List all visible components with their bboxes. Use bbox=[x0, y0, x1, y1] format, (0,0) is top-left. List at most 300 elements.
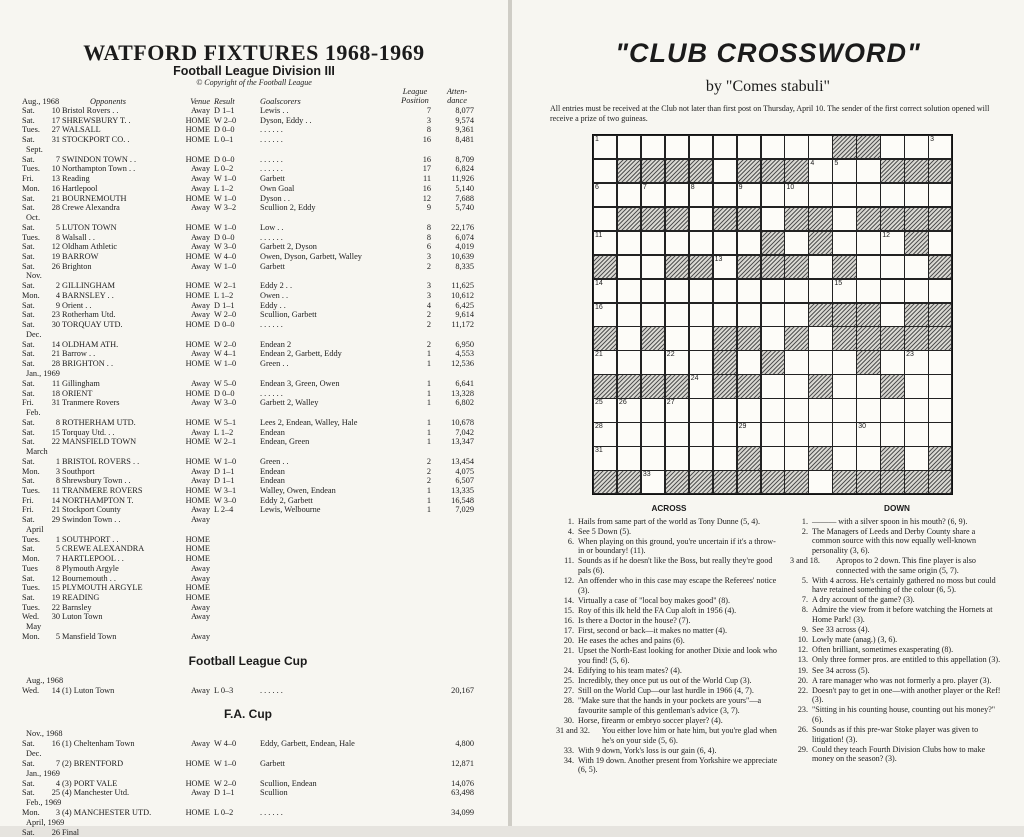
grid-cell[interactable] bbox=[593, 231, 617, 255]
grid-cell[interactable] bbox=[856, 374, 880, 398]
grid-cell[interactable] bbox=[928, 422, 952, 446]
fixture-attendance: 63,498 bbox=[451, 788, 474, 798]
grid-cell[interactable] bbox=[641, 183, 665, 207]
grid-cell[interactable] bbox=[593, 135, 617, 159]
fixture-attendance: 6,074 bbox=[455, 232, 474, 242]
fixture-opponent: STOCKPORT CO. . bbox=[62, 135, 130, 145]
grid-cell[interactable] bbox=[641, 255, 665, 279]
grid-cell[interactable] bbox=[832, 231, 856, 255]
grid-cell[interactable] bbox=[880, 303, 904, 327]
grid-cell[interactable] bbox=[761, 326, 785, 350]
fixture-venue: HOME bbox=[185, 583, 210, 593]
grid-cell[interactable] bbox=[641, 422, 665, 446]
fixture-venue: HOME bbox=[185, 534, 210, 544]
grid-block bbox=[737, 159, 761, 183]
clue-label: 30. bbox=[563, 715, 574, 725]
grid-cell[interactable] bbox=[689, 135, 713, 159]
fixture-goalscorers: Own Goal bbox=[260, 183, 295, 193]
fixture-row bbox=[22, 135, 474, 145]
fixture-attendance: 8,335 bbox=[455, 261, 474, 271]
grid-cell[interactable] bbox=[737, 303, 761, 327]
grid-cell[interactable] bbox=[928, 135, 952, 159]
fixture-row bbox=[22, 116, 474, 126]
clue-text: Virtually a case of "local boy makes good" (8). bbox=[578, 595, 730, 605]
league-fixtures bbox=[22, 106, 474, 642]
month-heading: Oct. bbox=[26, 212, 41, 222]
fixture-day: Tues. bbox=[22, 602, 40, 612]
grid-cell[interactable] bbox=[689, 398, 713, 422]
grid-cell[interactable] bbox=[904, 398, 928, 422]
month-heading: March bbox=[26, 446, 48, 456]
grid-cell[interactable] bbox=[808, 326, 832, 350]
grid-cell[interactable] bbox=[928, 374, 952, 398]
fixture-date: 16 bbox=[51, 739, 60, 749]
grid-cell[interactable] bbox=[808, 159, 832, 183]
grid-cell[interactable] bbox=[761, 446, 785, 470]
fixture-opponent: (2) BRENTFORD bbox=[62, 759, 124, 768]
clue-label: 14. bbox=[563, 595, 574, 605]
grid-cell[interactable] bbox=[761, 374, 785, 398]
grid-cell[interactable] bbox=[641, 279, 665, 303]
fixture-day: Sat. bbox=[22, 242, 35, 252]
fixture-goalscorers: . . . . . . bbox=[260, 232, 283, 242]
fixture-goalscorers: Owen . . bbox=[260, 291, 289, 300]
grid-cell[interactable] bbox=[856, 398, 880, 422]
fixture-position: 16 bbox=[422, 135, 431, 145]
fixture-date: 14 bbox=[51, 339, 60, 349]
clue-label: 1. bbox=[567, 516, 574, 526]
fixture-date: 11 bbox=[52, 378, 60, 388]
clue-label: 23. bbox=[797, 705, 808, 715]
grid-cell[interactable] bbox=[617, 231, 641, 255]
fixture-attendance: 6,824 bbox=[455, 164, 474, 174]
grid-cell[interactable] bbox=[689, 446, 713, 470]
fixture-attendance: 5,740 bbox=[455, 203, 474, 213]
grid-cell[interactable] bbox=[665, 326, 689, 350]
clue bbox=[556, 626, 782, 636]
grid-cell[interactable] bbox=[713, 255, 737, 279]
grid-cell[interactable] bbox=[689, 303, 713, 327]
grid-cell[interactable] bbox=[617, 398, 641, 422]
grid-cell[interactable] bbox=[689, 231, 713, 255]
grid-cell[interactable] bbox=[737, 398, 761, 422]
grid-cell[interactable] bbox=[689, 374, 713, 398]
grid-cell[interactable] bbox=[713, 398, 737, 422]
grid-cell[interactable] bbox=[689, 350, 713, 374]
grid-cell[interactable] bbox=[617, 326, 641, 350]
grid-cell[interactable] bbox=[784, 135, 808, 159]
clue-label: 31 and 32. bbox=[556, 726, 590, 736]
grid-cell[interactable] bbox=[904, 350, 928, 374]
grid-cell[interactable] bbox=[593, 446, 617, 470]
fixture-result: W 2–0 bbox=[214, 115, 237, 125]
fixture-opponent: SHREWSBURY T. . bbox=[62, 115, 131, 125]
fixture-venue: Away bbox=[190, 505, 210, 515]
fixture-attendance: 4,019 bbox=[455, 242, 474, 252]
fixture-day: Sat. bbox=[22, 339, 35, 349]
crossword-grid bbox=[592, 134, 953, 495]
fixture-venue: Away bbox=[190, 164, 210, 174]
grid-cell[interactable] bbox=[904, 183, 928, 207]
fixture-goalscorers: Dyson . . bbox=[260, 193, 290, 203]
grid-cell[interactable] bbox=[880, 422, 904, 446]
fixture-venue: HOME bbox=[185, 125, 210, 135]
fixture-opponent: OLDHAM ATH. bbox=[62, 339, 119, 349]
grid-cell[interactable] bbox=[784, 183, 808, 207]
fixture-venue: Away bbox=[190, 300, 210, 310]
grid-cell[interactable] bbox=[617, 303, 641, 327]
fixture-venue: Away bbox=[190, 242, 210, 252]
fixture-attendance: 10,678 bbox=[451, 417, 474, 427]
fixture-opponent: Crewe Alexandra bbox=[62, 203, 120, 213]
grid-cell[interactable] bbox=[832, 279, 856, 303]
grid-block bbox=[784, 326, 808, 350]
fixture-goalscorers: Lewis . . bbox=[260, 106, 289, 115]
grid-cell[interactable] bbox=[737, 279, 761, 303]
clue bbox=[790, 605, 1004, 624]
grid-cell[interactable] bbox=[880, 183, 904, 207]
grid-block bbox=[928, 255, 952, 279]
grid-block bbox=[832, 303, 856, 327]
grid-cell[interactable] bbox=[880, 255, 904, 279]
grid-block bbox=[808, 374, 832, 398]
grid-cell[interactable] bbox=[808, 422, 832, 446]
grid-cell[interactable] bbox=[808, 135, 832, 159]
clue-text: Is there a Doctor in the house? (7). bbox=[578, 616, 691, 626]
clue-label: 34. bbox=[563, 755, 574, 765]
grid-cell[interactable] bbox=[880, 135, 904, 159]
fixture-position: 1 bbox=[426, 437, 431, 447]
fixture-day: Sat. bbox=[22, 154, 35, 164]
clue-text: With 9 down, York's loss is our gain (6, 4). bbox=[578, 745, 717, 755]
fixture-attendance: 9,574 bbox=[455, 115, 474, 125]
clue-text: Sounds as if he doesn't like the Boss, but really they're good pals (6). bbox=[578, 556, 773, 576]
fixture-venue: HOME bbox=[185, 554, 210, 564]
grid-cell[interactable] bbox=[832, 183, 856, 207]
fixture-row bbox=[22, 155, 474, 165]
fixture-venue: Away bbox=[190, 174, 210, 184]
fixture-row bbox=[22, 174, 474, 184]
grid-cell[interactable] bbox=[713, 135, 737, 159]
fixture-result: D 1–1 bbox=[214, 300, 235, 310]
grid-cell[interactable] bbox=[904, 279, 928, 303]
grid-cell[interactable] bbox=[856, 183, 880, 207]
grid-cell[interactable] bbox=[856, 446, 880, 470]
grid-cell[interactable] bbox=[689, 183, 713, 207]
grid-cell[interactable] bbox=[689, 207, 713, 231]
fixture-day: Sat. bbox=[22, 320, 35, 330]
grid-cell[interactable] bbox=[880, 231, 904, 255]
fixture-row bbox=[22, 184, 474, 194]
fixture-goalscorers: Endean 2, Garbett, Eddy bbox=[260, 349, 342, 359]
clue bbox=[790, 725, 1004, 744]
grid-cell[interactable] bbox=[665, 398, 689, 422]
grid-block bbox=[856, 326, 880, 350]
season-label: Aug., 1968 bbox=[22, 97, 60, 106]
grid-cell[interactable] bbox=[856, 231, 880, 255]
fixture-position: 2 bbox=[426, 456, 431, 466]
fa-cup-fixtures bbox=[22, 729, 474, 837]
grid-cell[interactable] bbox=[856, 159, 880, 183]
clue bbox=[790, 635, 1004, 645]
grid-block bbox=[928, 470, 952, 494]
grid-cell[interactable] bbox=[856, 279, 880, 303]
grid-cell[interactable] bbox=[761, 183, 785, 207]
grid-cell[interactable] bbox=[617, 135, 641, 159]
month-heading: May bbox=[26, 621, 42, 631]
grid-cell[interactable] bbox=[689, 422, 713, 446]
clue-text: See 33 across (4). bbox=[812, 625, 870, 635]
fixture-goalscorers: Scullion 2, Eddy bbox=[260, 203, 316, 213]
fixture-venue: HOME bbox=[185, 251, 210, 261]
down-heading: DOWN bbox=[884, 504, 910, 513]
grid-cell[interactable] bbox=[713, 231, 737, 255]
grid-cell[interactable] bbox=[617, 183, 641, 207]
grid-cell[interactable] bbox=[665, 446, 689, 470]
fixture-venue: Away bbox=[190, 612, 210, 622]
grid-cell[interactable] bbox=[928, 183, 952, 207]
grid-cell[interactable] bbox=[856, 255, 880, 279]
month-heading: April bbox=[26, 524, 44, 534]
grid-cell[interactable] bbox=[593, 159, 617, 183]
fixture-date: 9 bbox=[55, 300, 60, 310]
fixture-opponent: Gillingham bbox=[62, 378, 100, 388]
clue-label: 12. bbox=[563, 576, 574, 586]
fixture-day: Sat. bbox=[22, 359, 35, 369]
fixture-opponent: Reading bbox=[62, 174, 90, 184]
fixture-result: W 4–0 bbox=[214, 251, 237, 261]
grid-cell[interactable] bbox=[856, 422, 880, 446]
fixtures-subtitle: Football League Division III bbox=[173, 64, 335, 78]
grid-cell[interactable] bbox=[713, 303, 737, 327]
fixture-date: 29 bbox=[51, 515, 60, 525]
grid-cell[interactable] bbox=[737, 183, 761, 207]
grid-cell[interactable] bbox=[713, 159, 737, 183]
grid-cell[interactable] bbox=[808, 398, 832, 422]
grid-cell[interactable] bbox=[784, 374, 808, 398]
grid-cell[interactable] bbox=[761, 422, 785, 446]
fixture-result: D 0–0 bbox=[214, 388, 235, 398]
fixture-day: Sat. bbox=[22, 115, 35, 125]
clue bbox=[556, 596, 782, 606]
grid-cell[interactable] bbox=[761, 207, 785, 231]
fixture-opponent: Brighton bbox=[62, 261, 92, 271]
grid-cell[interactable] bbox=[904, 135, 928, 159]
entry-note: All entries must be received at the Club not later than first post on Thursday, April 10. The sender of the first correct solution opened will receive a prize of two guineas. bbox=[550, 104, 990, 123]
grid-cell[interactable] bbox=[808, 255, 832, 279]
fixture-date: 21 bbox=[51, 193, 60, 203]
fixture-day: Sat. bbox=[22, 388, 35, 398]
grid-cell[interactable] bbox=[761, 279, 785, 303]
fixture-goalscorers: Endean bbox=[260, 427, 285, 437]
grid-cell[interactable] bbox=[832, 350, 856, 374]
fixture-opponent: BARNSLEY . . bbox=[62, 291, 114, 300]
grid-cell[interactable] bbox=[904, 422, 928, 446]
grid-cell[interactable] bbox=[713, 279, 737, 303]
grid-cell[interactable] bbox=[808, 350, 832, 374]
grid-cell[interactable] bbox=[832, 374, 856, 398]
fixture-position: 2 bbox=[426, 466, 431, 476]
grid-cell[interactable] bbox=[784, 446, 808, 470]
grid-cell[interactable] bbox=[713, 446, 737, 470]
grid-cell[interactable] bbox=[808, 279, 832, 303]
fixture-day: Sat. bbox=[22, 222, 35, 232]
grid-cell[interactable] bbox=[832, 446, 856, 470]
grid-cell[interactable] bbox=[593, 398, 617, 422]
clue bbox=[556, 517, 782, 527]
fixture-goalscorers: Green . . bbox=[260, 456, 289, 466]
fixture-opponent: Luton Town bbox=[62, 612, 103, 622]
grid-cell[interactable] bbox=[737, 422, 761, 446]
fixture-position: 2 bbox=[426, 261, 431, 271]
fixture-goalscorers: Green . . bbox=[260, 359, 289, 369]
fixtures-title: WATFORD FIXTURES 1968-1969 bbox=[83, 40, 425, 65]
grid-block bbox=[808, 207, 832, 231]
grid-cell[interactable] bbox=[808, 470, 832, 494]
clue-text: First, second or back—it makes no matter (4). bbox=[578, 626, 728, 636]
fixture-result: W 1–0 bbox=[214, 193, 237, 203]
clue bbox=[556, 537, 782, 556]
clue-label: 15. bbox=[563, 605, 574, 615]
grid-cell[interactable] bbox=[665, 422, 689, 446]
clue-text: Doesn't pay to get in one—with another player or the Ref! (3). bbox=[812, 685, 1001, 705]
grid-block bbox=[665, 374, 689, 398]
grid-cell[interactable] bbox=[928, 279, 952, 303]
grid-cell[interactable] bbox=[641, 446, 665, 470]
grid-cell[interactable] bbox=[904, 446, 928, 470]
grid-cell[interactable] bbox=[904, 374, 928, 398]
fixture-attendance: 9,614 bbox=[455, 310, 474, 320]
fixture-opponent: Stockport County bbox=[62, 505, 121, 515]
grid-cell[interactable] bbox=[641, 303, 665, 327]
grid-cell[interactable] bbox=[928, 231, 952, 255]
fixture-result: W 2–0 bbox=[214, 310, 237, 320]
grid-cell[interactable] bbox=[737, 350, 761, 374]
grid-cell[interactable] bbox=[784, 279, 808, 303]
grid-cell[interactable] bbox=[641, 398, 665, 422]
grid-cell[interactable] bbox=[737, 135, 761, 159]
fixture-date: 7 bbox=[55, 759, 60, 768]
fixture-date: 23 bbox=[51, 310, 60, 320]
fixture-result: W 3–0 bbox=[214, 495, 237, 505]
grid-cell[interactable] bbox=[641, 231, 665, 255]
grid-cell[interactable] bbox=[832, 422, 856, 446]
grid-cell[interactable] bbox=[665, 303, 689, 327]
grid-cell[interactable] bbox=[928, 350, 952, 374]
grid-cell[interactable] bbox=[665, 231, 689, 255]
fixture-result: W 1–0 bbox=[214, 359, 237, 369]
grid-cell[interactable] bbox=[641, 470, 665, 494]
grid-cell[interactable] bbox=[928, 398, 952, 422]
grid-block bbox=[832, 470, 856, 494]
grid-cell[interactable] bbox=[880, 398, 904, 422]
fixture-date: 7 bbox=[55, 554, 60, 564]
fixture-opponent: LUTON TOWN bbox=[62, 222, 117, 232]
fixture-opponent: Mansfield Town bbox=[62, 631, 117, 641]
grid-cell[interactable] bbox=[761, 135, 785, 159]
grid-cell[interactable] bbox=[593, 350, 617, 374]
clue bbox=[556, 686, 782, 696]
clue-number: 31 bbox=[595, 447, 603, 455]
grid-cell[interactable] bbox=[689, 326, 713, 350]
clue bbox=[556, 696, 782, 715]
grid-cell[interactable] bbox=[665, 350, 689, 374]
fixture-goalscorers: Walley, Owen, Endean bbox=[260, 486, 336, 495]
grid-cell[interactable] bbox=[593, 207, 617, 231]
grid-cell[interactable] bbox=[713, 422, 737, 446]
fixture-day: Sat. bbox=[22, 310, 35, 320]
fixture-row bbox=[22, 828, 474, 837]
grid-cell[interactable] bbox=[832, 207, 856, 231]
grid-block bbox=[832, 326, 856, 350]
fixture-day: Sat. bbox=[22, 476, 35, 486]
fixture-day: Sat. bbox=[22, 592, 35, 602]
grid-cell[interactable] bbox=[737, 231, 761, 255]
grid-cell[interactable] bbox=[832, 159, 856, 183]
fixture-venue: Away bbox=[190, 685, 210, 695]
grid-cell[interactable] bbox=[593, 422, 617, 446]
grid-cell[interactable] bbox=[904, 255, 928, 279]
grid-cell[interactable] bbox=[617, 350, 641, 374]
grid-block bbox=[832, 135, 856, 159]
grid-cell[interactable] bbox=[808, 183, 832, 207]
grid-cell[interactable] bbox=[665, 183, 689, 207]
grid-cell[interactable] bbox=[761, 398, 785, 422]
fixture-goalscorers: . . . . . . bbox=[260, 808, 283, 818]
grid-cell[interactable] bbox=[832, 398, 856, 422]
grid-block bbox=[761, 350, 785, 374]
grid-cell[interactable] bbox=[617, 279, 641, 303]
grid-cell[interactable] bbox=[617, 255, 641, 279]
grid-cell[interactable] bbox=[617, 446, 641, 470]
grid-cell[interactable] bbox=[593, 183, 617, 207]
fixture-opponent: WALSALL bbox=[62, 125, 101, 135]
grid-block bbox=[737, 374, 761, 398]
fixture-row bbox=[22, 194, 474, 204]
grid-cell[interactable] bbox=[665, 279, 689, 303]
grid-cell[interactable] bbox=[713, 183, 737, 207]
header-attendance: Atten- dance bbox=[446, 87, 468, 105]
clue bbox=[790, 576, 1004, 595]
grid-cell[interactable] bbox=[689, 279, 713, 303]
grid-block bbox=[617, 207, 641, 231]
grid-block bbox=[617, 374, 641, 398]
grid-block bbox=[761, 231, 785, 255]
clue-number: 29 bbox=[738, 423, 747, 431]
grid-cell[interactable] bbox=[784, 350, 808, 374]
grid-cell[interactable] bbox=[880, 279, 904, 303]
fixture-day: Mon. bbox=[22, 291, 40, 300]
fixture-goalscorers: Eddy 2, Garbett bbox=[260, 495, 313, 505]
grid-cell[interactable] bbox=[641, 350, 665, 374]
grid-cell[interactable] bbox=[641, 135, 665, 159]
grid-cell[interactable] bbox=[665, 135, 689, 159]
grid-cell[interactable] bbox=[784, 422, 808, 446]
grid-cell[interactable] bbox=[593, 303, 617, 327]
grid-cell[interactable] bbox=[784, 231, 808, 255]
grid-cell[interactable] bbox=[617, 422, 641, 446]
clue-label: 1. bbox=[801, 516, 808, 526]
fixture-result: L 1–2 bbox=[214, 183, 234, 193]
grid-cell[interactable] bbox=[784, 398, 808, 422]
grid-cell[interactable] bbox=[880, 350, 904, 374]
grid-cell[interactable] bbox=[761, 303, 785, 327]
fixture-day: Fri. bbox=[22, 174, 34, 184]
fixture-venue: Away bbox=[190, 602, 210, 612]
clue bbox=[556, 606, 782, 616]
grid-cell[interactable] bbox=[784, 303, 808, 327]
grid-cell[interactable] bbox=[593, 279, 617, 303]
